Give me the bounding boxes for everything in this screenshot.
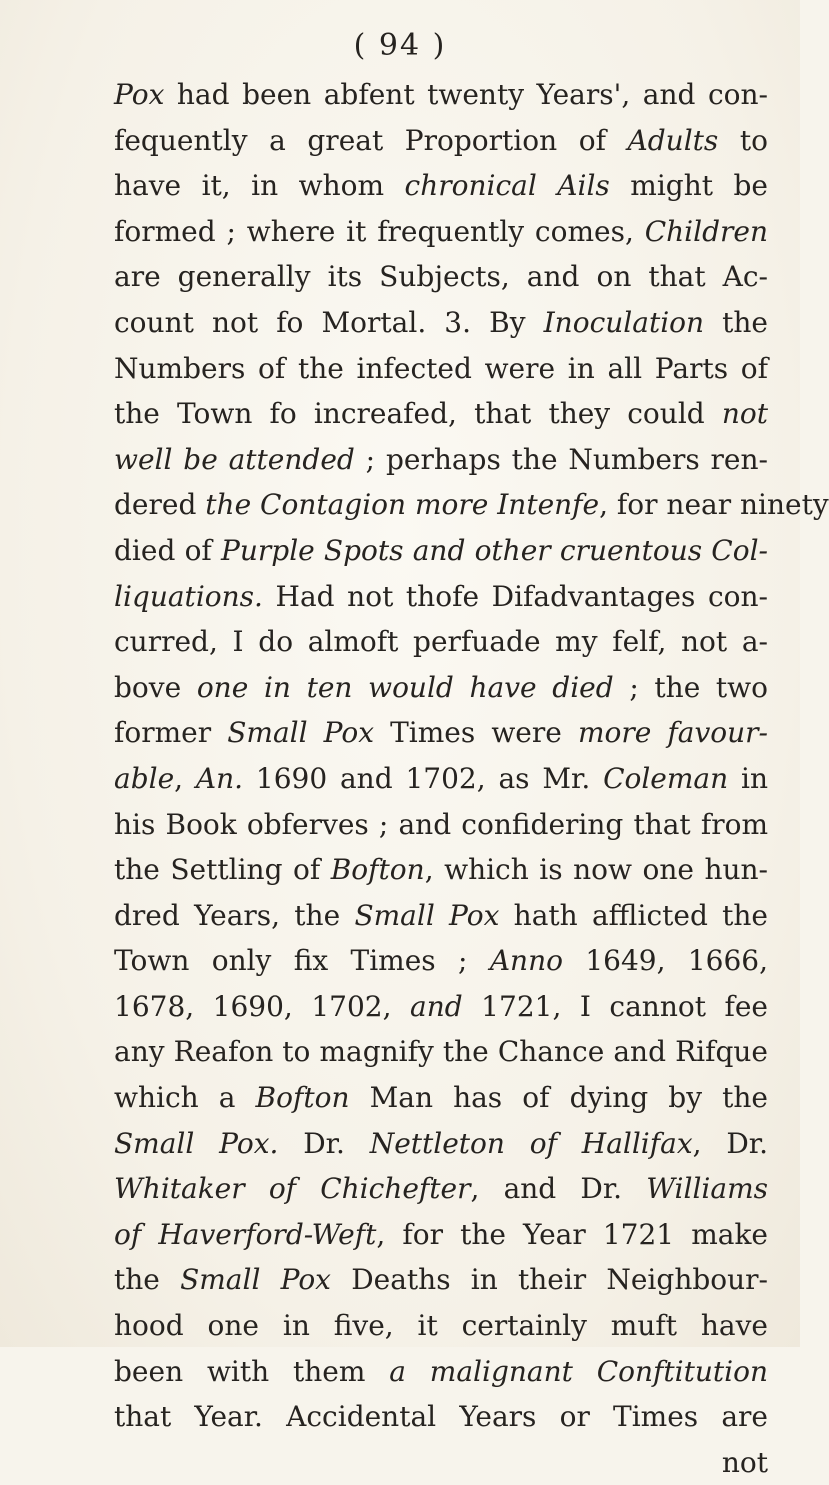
text-run: the Town fo increafed, that they could (114, 397, 722, 431)
italic-text: able (114, 761, 175, 795)
italic-text: An. (195, 761, 244, 795)
italic-text: Bofton (255, 1081, 350, 1115)
text-run: the (704, 305, 768, 339)
text-line (114, 163, 768, 209)
text-run: , which is now one hun- (424, 853, 768, 887)
text-line (114, 1212, 768, 1258)
italic-text: liquations. (114, 579, 263, 613)
text-line (114, 847, 768, 893)
italic-text: Children (644, 214, 768, 248)
text-line (114, 437, 768, 483)
text-run: been with them (114, 1354, 390, 1388)
body-text (114, 72, 829, 1485)
italic-text: Inoculation (543, 305, 705, 339)
text-run: Times were (374, 716, 578, 750)
text-line (114, 1257, 768, 1303)
text-line (114, 1349, 768, 1395)
text-run: had been abfent twenty Years (164, 78, 614, 111)
text-line (114, 984, 768, 1030)
text-line (114, 574, 768, 620)
text-run: 1678, 1690, 1702, (114, 989, 411, 1023)
italic-text: a malignant Conftitution (389, 1354, 768, 1388)
text-line (114, 1166, 768, 1212)
page-number: ( 94 ) (353, 28, 447, 63)
text-line (114, 300, 768, 346)
italic-text: Pox (114, 78, 165, 111)
italic-text: Coleman (603, 761, 729, 795)
text-run: are generally its Subjects, and on that Ac- (114, 260, 768, 294)
text-run: Deaths in their Neighbour- (330, 1263, 769, 1297)
text-run: ; perhaps the Numbers ren- (354, 442, 768, 476)
text-run: his Book obferves ; and confidering that from (114, 807, 768, 841)
text-line (114, 1121, 768, 1167)
italic-text: Small Pox (180, 1263, 331, 1297)
text-line (114, 1440, 768, 1485)
text-run: ', and con- (613, 78, 768, 111)
text-line (114, 710, 768, 756)
text-run: curred, I do almoft perfuade my felf, not a- (114, 625, 768, 659)
text-run: which a (114, 1081, 256, 1115)
text-run: 1649, 1666, (562, 944, 768, 978)
italic-text: Purple Spots and other cruentous Col- (221, 533, 768, 567)
italic-text: Williams (646, 1172, 768, 1206)
text-line (114, 619, 768, 665)
text-line (114, 72, 768, 118)
text-run: 1721, I cannot fee (462, 989, 768, 1023)
italic-text: Nettleton of Hallifax (369, 1126, 693, 1160)
italic-text: Whitaker of Chichefter (114, 1172, 471, 1206)
italic-text: of Haverford-Weft (114, 1217, 377, 1251)
text-line (114, 1029, 768, 1075)
text-run: formed ; where it frequently comes, (114, 214, 645, 248)
text-run: the (114, 1263, 181, 1297)
text-line (114, 1303, 768, 1349)
text-line (114, 391, 768, 437)
text-run: Had not thofe Difadvantages con- (262, 579, 768, 613)
italic-text: not (721, 397, 768, 431)
text-run: , for near ninety (599, 488, 829, 522)
text-run: not (721, 1445, 768, 1479)
text-run: any Reafon to magnify the Chance and Rifque (114, 1035, 768, 1069)
text-run: Man has of dying by the (349, 1081, 768, 1115)
text-run: hood one in five, it certainly muft have (114, 1309, 768, 1343)
text-run: bove (114, 670, 197, 704)
text-line (114, 938, 768, 984)
text-line (114, 482, 829, 528)
text-line (114, 254, 768, 300)
text-run: , and Dr. (470, 1172, 647, 1206)
text-line (114, 209, 768, 255)
text-line (114, 346, 768, 392)
italic-text: Small Pox (354, 898, 500, 932)
italic-text: and (410, 989, 463, 1023)
text-run: in (728, 761, 768, 795)
text-run: Dr. (278, 1126, 370, 1160)
text-run: to (718, 123, 768, 157)
text-line (114, 802, 768, 848)
text-run: fequently a great Proportion of (114, 123, 628, 157)
text-line (114, 893, 768, 939)
italic-text: more favour- (577, 716, 769, 750)
italic-text: Adults (627, 123, 719, 157)
text-run: dred Years, the (114, 898, 355, 932)
text-run: that Year. Accidental Years or Times are (114, 1400, 768, 1434)
italic-text: Small Pox. (114, 1126, 279, 1160)
italic-text: Bofton (330, 853, 425, 887)
text-run: might be (609, 169, 768, 203)
text-run: hath afflicted the (499, 898, 769, 932)
text-run: , (174, 761, 196, 795)
italic-text: one in ten would have died (196, 670, 614, 704)
text-run: the Settling of (114, 853, 331, 887)
text-run: count not fo Mortal. 3. By (114, 305, 544, 339)
text-run: , Dr. (692, 1126, 768, 1160)
text-run: dered (114, 488, 206, 522)
text-line (114, 1394, 768, 1440)
italic-text: chronical Ails (404, 169, 610, 203)
italic-text: the Contagion more Intenfe (205, 488, 600, 522)
italic-text: Anno (489, 944, 563, 978)
text-line (114, 665, 768, 711)
text-run: , for the Year 1721 make (376, 1217, 768, 1251)
italic-text: well be attended (114, 442, 355, 476)
text-run: have it, in whom (114, 169, 405, 203)
italic-text: Small Pox (227, 716, 375, 750)
text-run: ; the two (613, 670, 768, 704)
text-run: former (114, 716, 228, 750)
text-run: died of (114, 533, 222, 567)
text-line (114, 1075, 768, 1121)
text-line (114, 118, 768, 164)
text-line (114, 528, 768, 574)
text-run: 1690 and 1702, as Mr. (243, 761, 604, 795)
text-run: Numbers of the infected were in all Parts of (114, 351, 768, 385)
text-run: Town only fix Times ; (114, 944, 490, 978)
text-line (114, 756, 768, 802)
